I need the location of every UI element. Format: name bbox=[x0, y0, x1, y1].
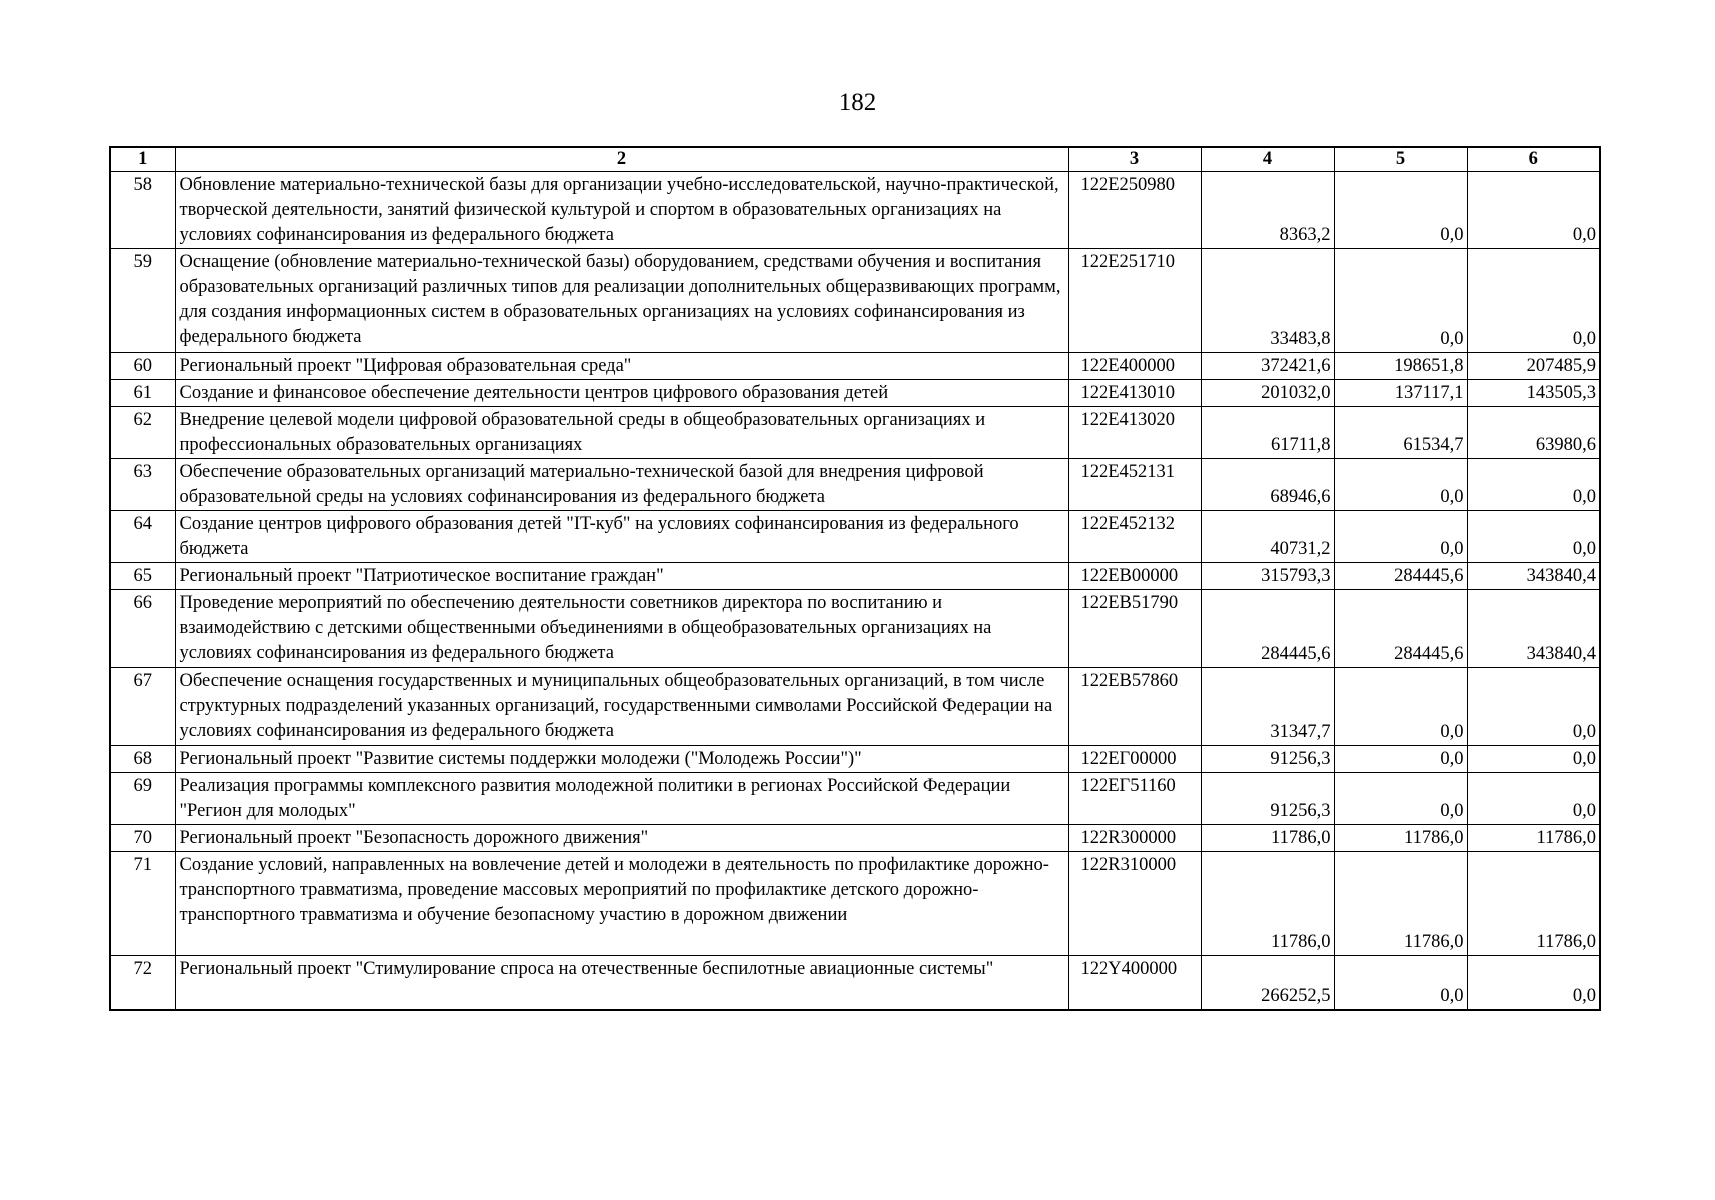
table-row bbox=[110, 825, 1600, 852]
table-row bbox=[110, 746, 1600, 773]
row-value-col5: 284445,6 bbox=[1334, 590, 1467, 668]
row-value-col5: 0,0 bbox=[1334, 746, 1467, 773]
row-value-col5: 0,0 bbox=[1334, 668, 1467, 746]
page-number: 182 bbox=[838, 89, 877, 116]
row-number: 68 bbox=[110, 746, 175, 773]
row-value-col5: 11786,0 bbox=[1334, 852, 1467, 956]
row-value-col6: 343840,4 bbox=[1467, 590, 1600, 668]
row-value-col6: 63980,6 bbox=[1467, 407, 1600, 459]
row-value-col6: 0,0 bbox=[1467, 773, 1600, 825]
row-code: 122E452132 bbox=[1068, 511, 1201, 563]
row-number: 70 bbox=[110, 825, 175, 852]
budget-table bbox=[109, 146, 1601, 1011]
row-value-col5: 137117,1 bbox=[1334, 380, 1467, 407]
row-code: 122EB57860 bbox=[1068, 668, 1201, 746]
row-value-col5: 198651,8 bbox=[1334, 353, 1467, 380]
row-value-col4: 201032,0 bbox=[1201, 380, 1334, 407]
row-value-col6: 143505,3 bbox=[1467, 380, 1600, 407]
column-header-1: 1 bbox=[110, 147, 175, 172]
row-number: 66 bbox=[110, 590, 175, 668]
row-code: 122E251710 bbox=[1068, 249, 1201, 353]
column-header-2: 2 bbox=[175, 147, 1068, 172]
row-code: 122EB51790 bbox=[1068, 590, 1201, 668]
row-value-col6: 0,0 bbox=[1467, 746, 1600, 773]
row-name: Внедрение целевой модели цифровой образовательной среды в общеобразовательных организациях и профессиональных образовательных организациях bbox=[175, 407, 1068, 459]
row-name: Реализация программы комплексного развития молодежной политики в регионах Российской Федерации "Регион для молодых" bbox=[175, 773, 1068, 825]
table-header bbox=[110, 147, 1600, 172]
row-number: 61 bbox=[110, 380, 175, 407]
row-name: Региональный проект "Патриотическое воспитание граждан" bbox=[175, 563, 1068, 590]
column-header-3: 3 bbox=[1068, 147, 1201, 172]
row-number: 64 bbox=[110, 511, 175, 563]
row-value-col6: 0,0 bbox=[1467, 249, 1600, 353]
row-code: 122E413010 bbox=[1068, 380, 1201, 407]
row-value-col4: 266252,5 bbox=[1201, 956, 1334, 1010]
row-name: Региональный проект "Цифровая образовательная среда" bbox=[175, 353, 1068, 380]
row-code: 122Y400000 bbox=[1068, 956, 1201, 1010]
row-value-col4: 31347,7 bbox=[1201, 668, 1334, 746]
row-value-col5: 0,0 bbox=[1334, 956, 1467, 1010]
row-number: 65 bbox=[110, 563, 175, 590]
table-row bbox=[110, 459, 1600, 511]
row-value-col5: 61534,7 bbox=[1334, 407, 1467, 459]
row-number: 58 bbox=[110, 172, 175, 249]
row-value-col4: 372421,6 bbox=[1201, 353, 1334, 380]
row-name: Обеспечение образовательных организаций материально-технической базой для внедрения цифровой образовательной среды на условиях софинансирования из федерального бюджета bbox=[175, 459, 1068, 511]
row-name: Региональный проект "Развитие системы поддержки молодежи ("Молодежь России")" bbox=[175, 746, 1068, 773]
row-code: 122EГ00000 bbox=[1068, 746, 1201, 773]
row-value-col6: 343840,4 bbox=[1467, 563, 1600, 590]
row-value-col6: 207485,9 bbox=[1467, 353, 1600, 380]
table-row bbox=[110, 563, 1600, 590]
row-number: 63 bbox=[110, 459, 175, 511]
row-number: 62 bbox=[110, 407, 175, 459]
row-name: Региональный проект "Безопасность дорожного движения" bbox=[175, 825, 1068, 852]
row-value-col5: 11786,0 bbox=[1334, 825, 1467, 852]
column-header-4: 4 bbox=[1201, 147, 1334, 172]
row-value-col4: 61711,8 bbox=[1201, 407, 1334, 459]
row-name: Создание и финансовое обеспечение деятельности центров цифрового образования детей bbox=[175, 380, 1068, 407]
column-header-5: 5 bbox=[1334, 147, 1467, 172]
row-code: 122EГ51160 bbox=[1068, 773, 1201, 825]
row-value-col5: 0,0 bbox=[1334, 511, 1467, 563]
row-value-col4: 11786,0 bbox=[1201, 825, 1334, 852]
row-number: 67 bbox=[110, 668, 175, 746]
table-body bbox=[110, 172, 1600, 1010]
table-row bbox=[110, 773, 1600, 825]
row-code: 122EB00000 bbox=[1068, 563, 1201, 590]
row-code: 122R310000 bbox=[1068, 852, 1201, 956]
column-header-6: 6 bbox=[1467, 147, 1600, 172]
table-row bbox=[110, 249, 1600, 353]
row-name: Создание условий, направленных на вовлечение детей и молодежи в деятельность по профилактике дорожно-транспортного травматизма, проведение массовых мероприятий по профилактике детского дорожно-транспортного травматизма и обучение безопасному участию в дорожном движении bbox=[175, 852, 1068, 956]
table-row bbox=[110, 407, 1600, 459]
row-code: 122E413020 bbox=[1068, 407, 1201, 459]
row-value-col6: 11786,0 bbox=[1467, 852, 1600, 956]
row-name: Оснащение (обновление материально-технической базы) оборудованием, средствами обучения и воспитания образовательных организаций различных типов для реализации дополнительных общеразвивающих программ, для создания информационных систем в образовательных организациях на условиях софинансирования из федерального бюджета bbox=[175, 249, 1068, 353]
row-value-col4: 284445,6 bbox=[1201, 590, 1334, 668]
row-value-col4: 315793,3 bbox=[1201, 563, 1334, 590]
table-row bbox=[110, 590, 1600, 668]
row-number: 60 bbox=[110, 353, 175, 380]
row-value-col5: 0,0 bbox=[1334, 172, 1467, 249]
row-number: 72 bbox=[110, 956, 175, 1010]
header-row bbox=[110, 147, 1600, 172]
table-row bbox=[110, 852, 1600, 956]
row-code: 122E250980 bbox=[1068, 172, 1201, 249]
row-value-col6: 11786,0 bbox=[1467, 825, 1600, 852]
row-name: Обновление материально-технической базы для организации учебно-исследовательской, научно-практической, творческой деятельности, занятий физической культурой и спортом в образовательных организациях на условиях софинансирования из федерального бюджета bbox=[175, 172, 1068, 249]
row-number: 59 bbox=[110, 249, 175, 353]
table-row bbox=[110, 956, 1600, 1010]
row-value-col6: 0,0 bbox=[1467, 172, 1600, 249]
row-code: 122E452131 bbox=[1068, 459, 1201, 511]
row-value-col4: 68946,6 bbox=[1201, 459, 1334, 511]
row-value-col6: 0,0 bbox=[1467, 459, 1600, 511]
row-value-col6: 0,0 bbox=[1467, 511, 1600, 563]
row-value-col5: 0,0 bbox=[1334, 459, 1467, 511]
row-value-col5: 0,0 bbox=[1334, 249, 1467, 353]
row-value-col4: 8363,2 bbox=[1201, 172, 1334, 249]
row-name: Региональный проект "Стимулирование спроса на отечественные беспилотные авиационные системы" bbox=[175, 956, 1068, 1010]
row-code: 122R300000 bbox=[1068, 825, 1201, 852]
row-name: Создание центров цифрового образования детей "IT-куб" на условиях софинансирования из федерального бюджета bbox=[175, 511, 1068, 563]
table-row bbox=[110, 172, 1600, 249]
row-value-col6: 0,0 bbox=[1467, 668, 1600, 746]
table-row bbox=[110, 668, 1600, 746]
row-number: 69 bbox=[110, 773, 175, 825]
row-name: Обеспечение оснащения государственных и муниципальных общеобразовательных организаций, в том числе структурных подразделений указанных организаций, государственными символами Российской Федерации на условиях софинансирования из федерального бюджета bbox=[175, 668, 1068, 746]
row-code: 122E400000 bbox=[1068, 353, 1201, 380]
row-value-col4: 91256,3 bbox=[1201, 773, 1334, 825]
row-name: Проведение мероприятий по обеспечению деятельности советников директора по воспитанию и взаимодействию с детскими общественными объединениями в общеобразовательных организациях на условиях софинансирования из федерального бюджета bbox=[175, 590, 1068, 668]
row-value-col6: 0,0 bbox=[1467, 956, 1600, 1010]
row-value-col5: 284445,6 bbox=[1334, 563, 1467, 590]
row-value-col4: 33483,8 bbox=[1201, 249, 1334, 353]
row-value-col4: 91256,3 bbox=[1201, 746, 1334, 773]
row-value-col4: 11786,0 bbox=[1201, 852, 1334, 956]
row-number: 71 bbox=[110, 852, 175, 956]
row-value-col4: 40731,2 bbox=[1201, 511, 1334, 563]
table-row bbox=[110, 511, 1600, 563]
table-row bbox=[110, 380, 1600, 407]
row-value-col5: 0,0 bbox=[1334, 773, 1467, 825]
table-row bbox=[110, 353, 1600, 380]
